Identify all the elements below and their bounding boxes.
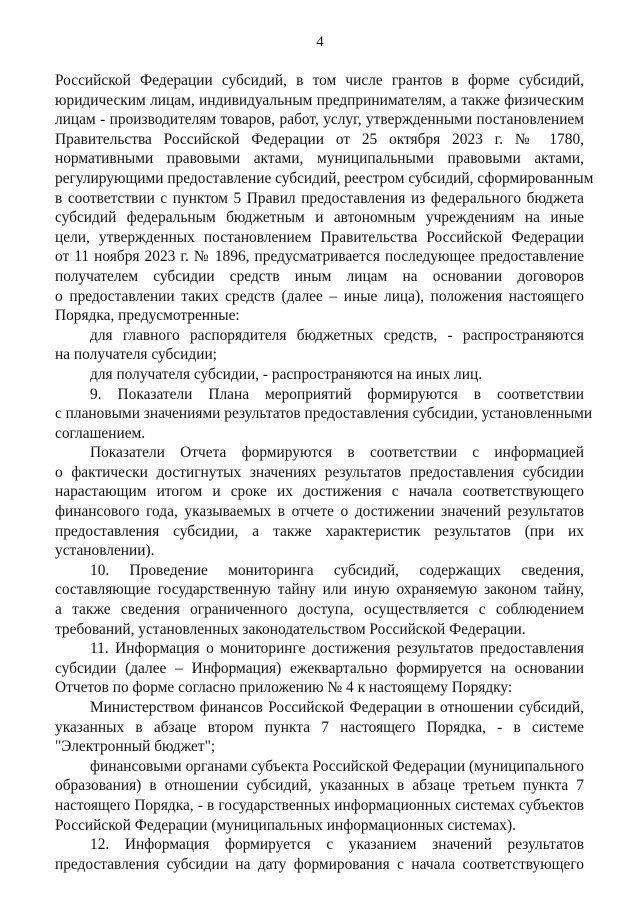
text-line: получателем субсидии средств иным лицам на основании договоров — [55, 267, 584, 285]
text-line: Порядка, предусмотренные: — [55, 307, 240, 325]
text-line: регулирующими предоставление субсидий, реестром субсидий, сформированным — [55, 169, 594, 187]
text-line: "Электронный бюджет"; — [55, 738, 216, 756]
text-line: юридическим лицам, индивидуальным предпринимателям, а также физическим — [55, 91, 584, 109]
text-line: о фактически достигнутых значениях результатов предоставления субсидии — [55, 463, 584, 481]
text-line: финансового года, указываемых в отчете о достижении значений результатов — [55, 503, 584, 521]
page-number: 4 — [316, 34, 324, 50]
text-line: на получателя субсидии; — [55, 346, 217, 364]
text-line: а также сведения ограниченного доступа, осуществляется с соблюдением — [55, 601, 584, 619]
text-line: указанных в абзаце втором пункта 7 настоящего Порядка, - в системе — [55, 718, 584, 736]
text-line: о предоставлении таких средств (далее – иные лица), положения настоящего — [55, 287, 584, 305]
text-line: настоящего Порядка, - в государственных информационных системах субъектов — [55, 796, 584, 814]
text-line: субсидий федеральным бюджетным и автономным учреждениям на иные — [55, 209, 584, 227]
text-line: Показатели Отчета формируются в соответствии с информацией — [90, 444, 584, 462]
text-line: Российской Федерации субсидий, в том числе грантов в форме субсидий, — [55, 72, 584, 89]
text-line: 11. Информация о мониторинге достижения результатов предоставления — [90, 640, 584, 658]
text-line: цели, утвержденных постановлением Правительства Российской Федерации — [55, 228, 584, 246]
text-line: Отчетов по форме согласно приложению № 4 к настоящему Порядку: — [55, 679, 513, 697]
text-line: для главного распорядителя бюджетных средств, - распространяются — [90, 326, 584, 344]
text-line: с плановыми значениями результатов предоставления субсидии, установленными — [55, 405, 593, 423]
text-line: Правительства Российской Федерации от 25 октября 2023 г. № 1780, — [55, 130, 584, 148]
text-line: предоставления субсидии на дату формирования с начала соответствующего — [55, 855, 584, 873]
text-line: Министерством финансов Российской Федерации в отношении субсидий, — [90, 699, 584, 716]
text-line: в соответствии с пунктом 5 Правил предоставления из федерального бюджета — [55, 189, 584, 207]
text-line: установлении). — [55, 542, 155, 560]
text-line: финансовыми органами субъекта Российской Федерации (муниципального — [90, 757, 584, 775]
text-line: 10. Проведение мониторинга субсидий, содержащих сведения, — [90, 561, 584, 579]
text-line: предоставления субсидии, а также характеристик результатов (при их — [55, 522, 584, 540]
text-line: 9. Показатели Плана мероприятий формируются в соответствии — [90, 385, 584, 403]
text-line: требований, установленных законодательством Российской Федерации. — [55, 620, 526, 638]
document-body — [55, 71, 594, 874]
text-line: нарастающим итогом и сроке их достижения с начала соответствующего — [55, 483, 584, 501]
text-line: 12. Информация формируется с указанием значений результатов — [90, 836, 584, 854]
text-line: для получателя субсидии, - распространяются на иных лиц. — [90, 365, 483, 383]
text-line: составляющие государственную тайну или иную охраняемую законом тайну, — [55, 581, 584, 599]
text-line: Российской Федерации (муниципальных информационных системах). — [55, 816, 516, 834]
text-line: образования) в отношении субсидий, указанных в абзаце третьем пункта 7 — [55, 777, 584, 795]
text-line: лицам - производителям товаров, работ, услуг, утвержденными постановлением — [55, 111, 584, 129]
text-line: от 11 ноября 2023 г. № 1896, предусматривается последующее предоставление — [55, 248, 584, 266]
text-line: соглашением. — [55, 424, 146, 442]
text-line: нормативными правовыми актами, муниципальными правовыми актами, — [55, 150, 584, 168]
text-line: субсидии (далее – Информация) ежеквартально формируется на основании — [55, 659, 584, 677]
